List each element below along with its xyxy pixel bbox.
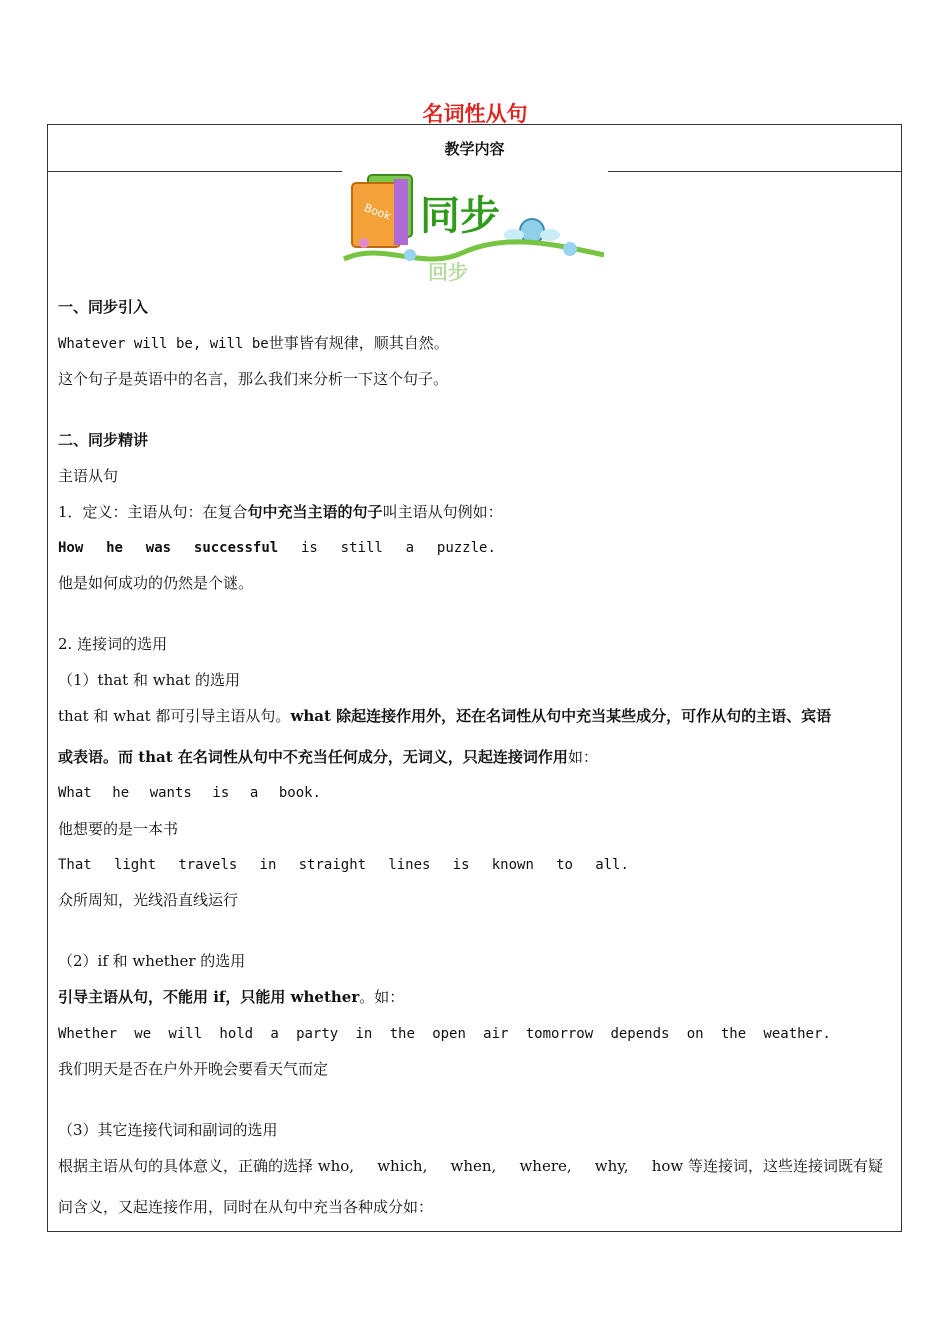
sub1-p1-normal: that 和 what 都可引导主语从句。 [58,707,291,725]
example-1-word: still [340,540,383,556]
flower-1 [404,249,416,261]
example-1-word: a [405,540,415,556]
document-title: 名词性从句 [422,102,528,126]
example-4-word: party [296,1026,339,1042]
example-1 [58,538,496,558]
example-4-word: weather. [763,1026,831,1042]
example-4-word: in [355,1026,373,1042]
fairy-wing-left [504,229,524,241]
logo-main-text: 同步 [420,193,500,239]
example-4-word: we [134,1026,152,1042]
sub1-paragraph-line1 [58,706,891,726]
definition-line [58,502,891,522]
subject-clause-title: 主语从句 [58,467,119,485]
table-header: 教学内容 [48,125,901,172]
sub3-p1-part: which, [377,1157,428,1175]
fairy-head [520,219,544,243]
sub1-paragraph-line2 [58,747,891,767]
intro-line-2: 这个句子是英语中的名言，那么我们来分析一下这个句子。 [58,370,449,388]
example-3-word: travels [178,857,238,873]
sub3-paragraph-line1 [58,1156,883,1176]
example-4-word: hold [219,1026,254,1042]
example-4-word: tomorrow [525,1026,594,1042]
example-1-translation: 他是如何成功的仍然是个谜。 [58,574,254,592]
definition-prefix: 1．定义：主语从句：在复合 [58,503,248,521]
sub3-p1-part: why, [594,1157,629,1175]
example-4-word: open [432,1026,466,1042]
fairy-wing-right [540,229,560,241]
example-1-word: was [145,540,172,556]
example-1-word: is [301,540,318,556]
flower-3 [359,238,369,248]
sub1-p2-normal: 如： [567,748,598,766]
example-3 [58,855,629,875]
book-spine [394,179,408,245]
example-1-word: successful [193,540,279,556]
sub3-p1-part: where, [519,1157,572,1175]
example-4-word: Whether [58,1026,118,1042]
example-4-word: the [389,1026,415,1042]
sub1-title: （1）that 和 what 的选用 [58,671,240,689]
example-4-word: will [168,1026,203,1042]
sub2-paragraph [58,987,891,1007]
example-1-word: How [58,540,84,556]
point-2-title: 2. 连接词的选用 [58,635,168,653]
example-1-word: he [106,540,123,556]
definition-suffix: 叫主语从句例如： [382,503,503,521]
intro-english: Whatever will be, will be [58,336,269,352]
intro-line-1 [58,333,891,354]
example-1-word: puzzle. [436,540,496,556]
example-3-word: all. [595,857,629,873]
section2-heading: 二、同步精讲 [58,431,149,449]
sub3-paragraph-line2: 问含义，又起连接作用，同时在从句中充当各种成分如： [58,1198,434,1216]
sync-logo-image [342,171,608,285]
sub3-title: （3）其它连接代词和副词的选用 [58,1121,278,1139]
example-4 [58,1024,831,1044]
example-4-word: a [270,1026,279,1042]
intro-chinese: 世事皆有规律，顺其自然。 [268,334,449,352]
example-2-word: wants [149,785,192,801]
example-3-word: is [452,857,470,873]
example-4-word: depends [610,1026,670,1042]
example-4-translation: 我们明天是否在户外开晚会要看天气而定 [58,1060,329,1078]
sub1-p2-bold: 或表语。而 that 在名词性从句中不充当任何成分，无词义，只起连接词作用 [58,748,568,766]
example-2-word: What [58,785,92,801]
sub3-p1-part: how 等连接词，这些连接词既有疑 [651,1157,883,1175]
section1-heading: 一、同步引入 [58,298,149,316]
example-2-translation: 他想要的是一本书 [58,820,179,838]
example-3-translation: 众所周知，光线沿直线运行 [58,891,239,909]
sub1-p1-bold: what 除起连接作用外，还在名词性从句中充当某些成分，可作从句的主语、宾语 [290,707,832,725]
example-2-word: a [249,785,259,801]
content-table [47,124,902,1232]
example-3-word: to [556,857,573,873]
example-3-word: in [259,857,277,873]
example-2 [58,783,321,803]
example-3-word: light [113,857,157,873]
sub2-p-bold: 引导主语从句，不能用 if，只能用 whether [58,988,360,1006]
example-2-word: is [212,785,230,801]
sub3-p1-part: 根据主语从句的具体意义，正确的选择 who, [58,1157,355,1175]
example-4-word: on [686,1026,704,1042]
book-label: Book [362,201,393,223]
example-3-word: lines [388,857,431,873]
sub3-p1-part: when, [450,1157,497,1175]
sub2-p-normal: 。如： [359,988,405,1006]
example-4-word: the [720,1026,747,1042]
example-3-word: That [58,857,92,873]
sub2-title: （2）if 和 whether 的选用 [58,952,246,970]
example-2-word: book. [278,785,321,801]
flower-2 [563,242,577,256]
example-4-word: air [483,1026,509,1042]
example-3-word: straight [298,857,367,873]
example-3-word: known [491,857,534,873]
definition-bold: 句中充当主语的句子 [247,503,383,521]
example-2-word: he [112,785,130,801]
logo-sub-text: 回步 [428,260,468,284]
